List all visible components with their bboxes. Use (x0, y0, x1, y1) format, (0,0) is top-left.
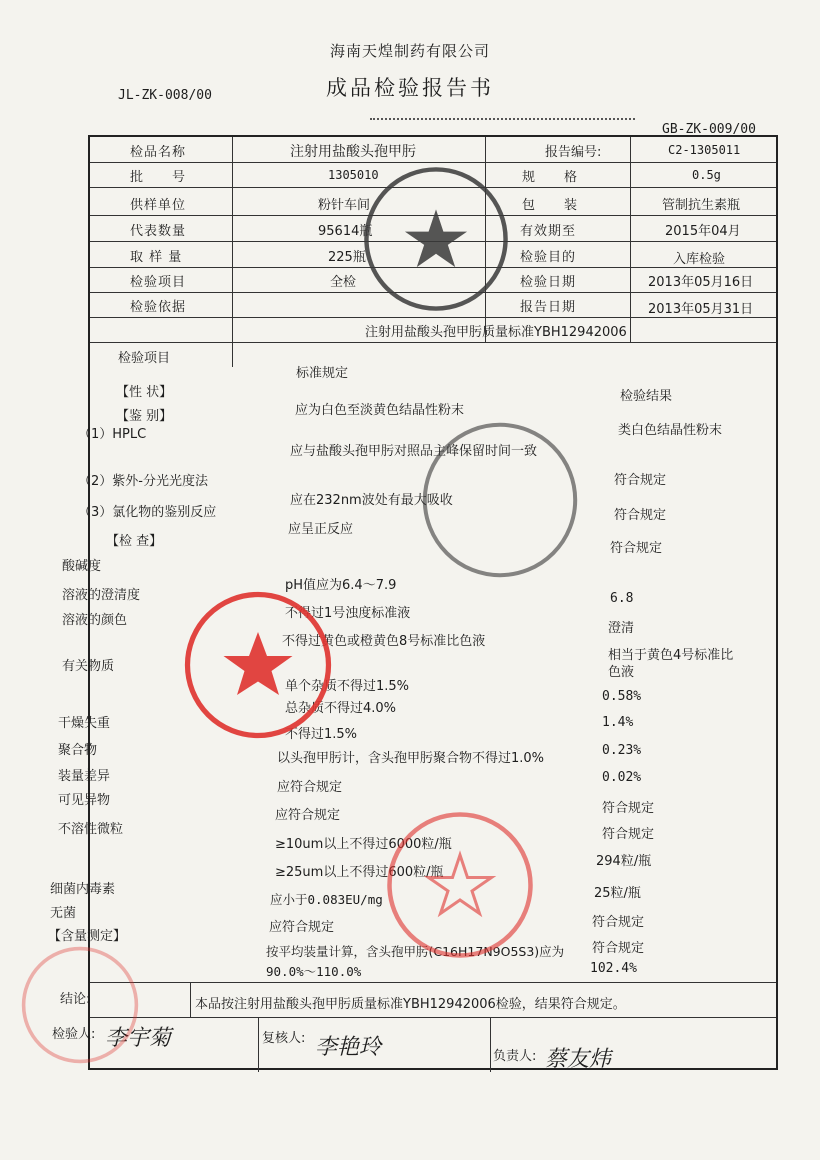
quantity-label: 代表数量 (130, 224, 187, 239)
particle-result-1: 294粒/瓶 (596, 854, 652, 869)
appearance-standard: 应为白色至淡黄色结晶性粉末 (295, 403, 465, 418)
visible-standard: 应符合规定 (275, 808, 341, 823)
clarity-standard: 不得过1号浊度标准液 (285, 606, 411, 621)
dotted-divider (370, 118, 635, 120)
ph-standard: pH值应为6.4～7.9 (285, 578, 397, 593)
qc-seal-tianhong-2 (385, 810, 535, 960)
uv-item: （2）紫外-分光光度法 (78, 474, 208, 489)
test-item-value: 全检 (330, 275, 357, 290)
report-number-label: 报告编号: (545, 145, 602, 160)
uniformity-standard: 应符合规定 (277, 780, 343, 795)
qc-seal-tianhong-1 (183, 590, 333, 740)
expiry-label: 有效期至 (520, 224, 577, 239)
assay-standard-2: 90.0%～110.0% (266, 964, 362, 979)
conclusion-text: 本品按注射用盐酸头孢甲肟质量标准YBH12942006检验，结果符合规定。 (195, 997, 626, 1012)
report-title: 成品检验报告书 (326, 76, 494, 100)
related-item: 有关物质 (62, 659, 115, 674)
drying-item: 干燥失重 (58, 716, 111, 731)
package-label: 包 装 (522, 198, 579, 213)
product-name-value: 注射用盐酸头孢甲肟 (290, 144, 416, 160)
sterility-item: 无菌 (50, 906, 77, 921)
sample-label: 取 样 量 (130, 250, 183, 265)
test-item-label: 检验项目 (130, 275, 187, 290)
form-number: GB-ZK-009/00 (662, 122, 756, 137)
endotoxin-standard: 应小于0.083EU/mg (270, 892, 383, 907)
standard-reference: 注射用盐酸头孢甲肟质量标准YBH12942006 (365, 325, 627, 340)
inspector-label: 检验人: (52, 1027, 96, 1042)
clarity-result: 澄清 (608, 621, 635, 636)
quantity-value: 95614瓶 (318, 224, 373, 239)
section-appearance: 【性 状】 (116, 385, 173, 400)
batch-label: 批 号 (130, 170, 187, 185)
endotoxin-result: 符合规定 (592, 915, 645, 930)
ph-result: 6.8 (610, 591, 634, 606)
related-standard-1: 单个杂质不得过1.5% (285, 679, 410, 694)
sterility-standard: 应符合规定 (269, 920, 335, 935)
report-number-value: C2-1305011 (668, 143, 741, 157)
reviewer-label: 复核人: (262, 1031, 306, 1046)
assay-result: 102.4% (590, 961, 637, 976)
test-date-label: 检验日期 (520, 275, 577, 290)
col-item-header: 检验项目 (118, 351, 171, 366)
section-assay: 【含量测定】 (48, 929, 127, 944)
related-result-1: 0.58% (602, 689, 642, 704)
color-result-line2: 色液 (608, 665, 635, 680)
manager-label: 负责人: (493, 1049, 537, 1064)
supplier-value: 粉针车间 (318, 198, 371, 213)
chloride-item: （3）氯化物的鉴别反应 (78, 505, 217, 520)
sterility-result: 符合规定 (592, 941, 645, 956)
report-date-value: 2013年05月31日 (648, 302, 754, 317)
clarity-item: 溶液的澄清度 (62, 588, 141, 603)
particle-item: 不溶性微粒 (58, 822, 124, 837)
assay-standard-1: 按平均装量计算，含头孢甲肟(C16H17N9O5S3)应为 (266, 944, 565, 959)
particle-standard-2: ≥25um以上不得过600粒/瓶 (275, 865, 444, 880)
appearance-result: 类白色结晶性粉末 (618, 423, 723, 438)
document-number: JL-ZK-008/00 (118, 88, 212, 103)
col-standard-header: 标准规定 (296, 366, 349, 381)
reviewer-signature: 李艳玲 (315, 1035, 382, 1060)
test-date-value: 2013年05月16日 (648, 275, 754, 290)
visible-item: 可见异物 (58, 793, 111, 808)
related-result-2: 1.4% (602, 715, 634, 730)
purpose-value: 入库检验 (673, 252, 726, 267)
hplc-item: （1）HPLC (78, 427, 147, 442)
expiry-value: 2015年04月 (665, 224, 741, 239)
visible-result: 符合规定 (602, 827, 655, 842)
uv-result: 符合规定 (614, 473, 667, 488)
package-value: 管制抗生素瓶 (662, 198, 741, 213)
chloride-result: 符合规定 (614, 508, 667, 523)
spec-value: 0.5g (692, 168, 721, 182)
endotoxin-item: 细菌内毒素 (50, 882, 116, 897)
hplc-standard: 应与盐酸头孢甲肟对照品主峰保留时间一致 (290, 444, 538, 459)
color-result-line1: 相当于黄色4号标准比 (608, 648, 734, 663)
color-item: 溶液的颜色 (62, 613, 128, 628)
uniformity-result: 符合规定 (602, 801, 655, 816)
supplier-label: 供样单位 (130, 198, 187, 213)
ph-item: 酸碱度 (62, 559, 102, 574)
manager-signature: 蔡友炜 (545, 1047, 612, 1072)
conclusion-label: 结论: (60, 992, 91, 1007)
qc-seal-guangdong (420, 420, 580, 580)
particle-standard-1: ≥10um以上不得过6000粒/瓶 (275, 837, 452, 852)
inspector-signature: 李宇菊 (105, 1026, 172, 1051)
section-check: 【检 查】 (106, 534, 163, 549)
company-inspection-seal (362, 165, 510, 313)
color-standard: 不得过黄色或橙黄色8号标准比色液 (282, 634, 486, 649)
check-result: 符合规定 (610, 541, 663, 556)
spec-label: 规 格 (522, 170, 579, 185)
drying-result: 0.23% (602, 743, 642, 758)
polymer-item: 聚合物 (58, 743, 98, 758)
batch-value: 1305010 (328, 168, 379, 182)
related-standard-2: 总杂质不得过4.0% (285, 701, 397, 716)
company-name: 海南天煌制药有限公司 (329, 42, 490, 60)
polymer-standard: 以头孢甲肟计，含头孢甲肟聚合物不得过1.0% (277, 751, 545, 766)
chloride-standard: 应呈正反应 (288, 522, 354, 537)
sample-value: 225瓶 (328, 250, 366, 265)
particle-result-2: 25粒/瓶 (594, 886, 641, 901)
purpose-label: 检验目的 (520, 250, 577, 265)
product-name-label: 检品名称 (130, 145, 187, 160)
col-result-header: 检验结果 (620, 389, 673, 404)
report-date-label: 报告日期 (520, 300, 577, 315)
section-identification: 【鉴 别】 (116, 409, 173, 424)
uv-standard: 应在232nm波处有最大吸收 (290, 493, 453, 508)
uniformity-item: 装量差异 (58, 769, 111, 784)
basis-label: 检验依据 (130, 300, 187, 315)
polymer-result: 0.02% (602, 770, 642, 785)
drying-standard: 不得过1.5% (285, 727, 358, 742)
faint-red-seal (20, 945, 140, 1065)
